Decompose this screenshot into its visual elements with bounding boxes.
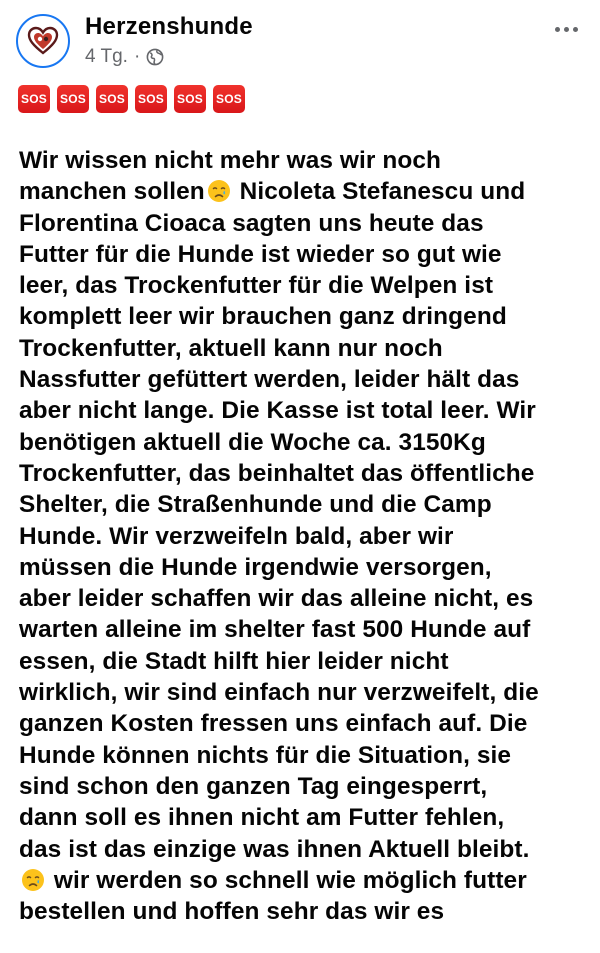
post-line: benötigen aktuell die Woche ca. 3150Kg [19, 428, 486, 456]
heart-dog-logo-icon [27, 25, 59, 57]
post-header [0, 0, 600, 80]
meta-separator: · [133, 46, 141, 67]
post-line: dann soll es ihnen nicht am Futter fehlen, [19, 804, 505, 832]
sos-emoji: SOS [135, 85, 167, 113]
post-text [19, 145, 589, 927]
sos-badge-row [18, 85, 245, 113]
crying-face-emoji [21, 868, 45, 892]
more-dots-icon [555, 27, 560, 32]
post-line: aber leider schaffen wir das alleine nicht, es [19, 585, 534, 613]
post-line: bestellen und hoffen sehr das wir es [19, 898, 445, 926]
page-name[interactable]: Herzenshunde [85, 13, 253, 40]
globe-icon [146, 48, 164, 66]
post-line: ganzen Kosten fressen uns einfach auf. Die [19, 710, 528, 738]
more-options-button[interactable] [546, 14, 586, 44]
post-line: Hunde. Wir verzweifeln bald, aber wir [19, 522, 454, 550]
sos-emoji: SOS [18, 85, 50, 113]
sos-emoji: SOS [213, 85, 245, 113]
post-line: das ist das einzige was ihnen Aktuell bleibt. [19, 835, 530, 863]
post-line: warten alleine im shelter fast 500 Hunde auf [19, 616, 531, 644]
post-line: essen, die Stadt hilft hier leider nicht [19, 647, 449, 675]
page-avatar[interactable] [16, 14, 70, 68]
post-line-text: Nicoleta Stefanescu und [232, 178, 526, 206]
post-line: wirklich, wir sind einfach nur verzweifelt, die [19, 679, 539, 707]
post-line [19, 865, 589, 896]
post-line: aber nicht lange. Die Kasse ist total leer. Wir [19, 397, 536, 425]
post-line: müssen die Hunde irgendwie versorgen, [19, 553, 492, 581]
post-meta [85, 46, 164, 68]
post-line-text: manchen sollen [19, 178, 205, 206]
post-line: komplett leer wir brauchen ganz dringend [19, 303, 507, 331]
post-line-text: wir werden so schnell wie möglich futter [47, 866, 527, 894]
sos-emoji: SOS [96, 85, 128, 113]
post-line: Wir wissen nicht mehr was wir noch [19, 147, 441, 174]
post-line [19, 176, 589, 207]
post-line: sind schon den ganzen Tag eingesperrt, [19, 772, 488, 800]
post-line: Trockenfutter, aktuell kann nur noch [19, 334, 443, 362]
post-line: Futter für die Hunde ist wieder so gut wie [19, 240, 502, 268]
sos-emoji: SOS [174, 85, 206, 113]
post-line: Florentina Cioaca sagten uns heute das [19, 209, 484, 237]
post-line: Nassfutter gefüttert werden, leider hält das [19, 366, 520, 394]
sos-emoji: SOS [57, 85, 89, 113]
post-line: Trockenfutter, das beinhaltet das öffentliche [19, 459, 535, 487]
post-timestamp[interactable]: 4 Tg. [85, 46, 128, 67]
post-line: Hunde können nichts für die Situation, sie [19, 741, 512, 769]
post-line: Shelter, die Straßenhunde und die Camp [19, 491, 492, 519]
crying-face-emoji [207, 179, 231, 203]
post-line: leer, das Trockenfutter für die Welpen ist [19, 272, 494, 300]
